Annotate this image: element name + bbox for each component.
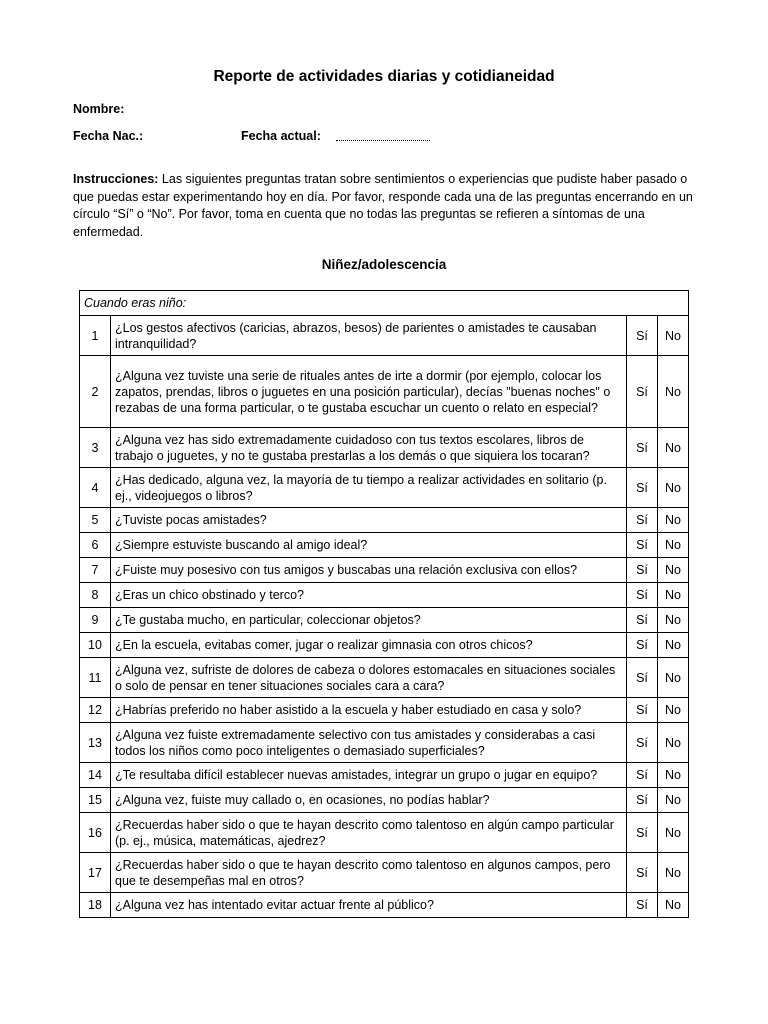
answer-no[interactable]: No xyxy=(658,893,689,918)
question-row xyxy=(80,853,689,893)
answer-no[interactable]: No xyxy=(658,583,689,608)
answer-yes[interactable]: Sí xyxy=(627,583,658,608)
question-text: ¿En la escuela, evitabas comer, jugar o realizar gimnasia con otros chicos? xyxy=(111,633,627,658)
answer-yes[interactable]: Sí xyxy=(627,853,658,893)
question-text: ¿Alguna vez has intentado evitar actuar frente al público? xyxy=(111,893,627,918)
question-row xyxy=(80,658,689,698)
question-number: 3 xyxy=(80,428,111,468)
question-text: ¿Tuviste pocas amistades? xyxy=(111,508,627,533)
question-row xyxy=(80,763,689,788)
question-row xyxy=(80,698,689,723)
question-number: 6 xyxy=(80,533,111,558)
fecha-actual-label: Fecha actual: xyxy=(241,129,321,143)
question-row xyxy=(80,428,689,468)
answer-yes[interactable]: Sí xyxy=(627,698,658,723)
question-text: ¿Alguna vez, fuiste muy callado o, en ocasiones, no podías hablar? xyxy=(111,788,627,813)
question-number: 12 xyxy=(80,698,111,723)
question-number: 10 xyxy=(80,633,111,658)
instructions-text: Las siguientes preguntas tratan sobre sentimientos o experiencias que pudiste haber pasado o que puedas estar experimentando hoy en día. Por favor, responde cada una de las preguntas encerrando en un círculo “Sí” o “No”. Por favor, toma en cuenta que no todas las preguntas se refieren a síntomas de una enfermedad. xyxy=(73,172,693,239)
answer-no[interactable]: No xyxy=(658,698,689,723)
answer-no[interactable]: No xyxy=(658,356,689,428)
answer-no[interactable]: No xyxy=(658,788,689,813)
question-number: 17 xyxy=(80,853,111,893)
answer-no[interactable]: No xyxy=(658,428,689,468)
answer-yes[interactable]: Sí xyxy=(627,316,658,356)
answer-yes[interactable]: Sí xyxy=(627,813,658,853)
instructions-paragraph xyxy=(73,171,693,241)
question-text: ¿Habrías preferido no haber asistido a la escuela y haber estudiado en casa y solo? xyxy=(111,698,627,723)
answer-no[interactable]: No xyxy=(658,813,689,853)
fecha-actual-blank-line[interactable] xyxy=(336,132,430,141)
question-text: ¿Eras un chico obstinado y terco? xyxy=(111,583,627,608)
question-text: ¿Alguna vez, sufriste de dolores de cabeza o dolores estomacales en situaciones sociales o solo de pensar en tener situaciones sociales cara a cara? xyxy=(111,658,627,698)
question-text: ¿Te gustaba mucho, en particular, coleccionar objetos? xyxy=(111,608,627,633)
answer-yes[interactable]: Sí xyxy=(627,428,658,468)
question-number: 18 xyxy=(80,893,111,918)
question-number: 4 xyxy=(80,468,111,508)
answer-no[interactable]: No xyxy=(658,763,689,788)
answer-no[interactable]: No xyxy=(658,853,689,893)
section-title: Niñez/adolescencia xyxy=(321,257,447,272)
answer-yes[interactable]: Sí xyxy=(627,893,658,918)
question-row xyxy=(80,468,689,508)
question-number: 2 xyxy=(80,356,111,428)
question-number: 16 xyxy=(80,813,111,853)
question-text: ¿Los gestos afectivos (caricias, abrazos, besos) de parientes o amistades te causaban intranquilidad? xyxy=(111,316,627,356)
answer-no[interactable]: No xyxy=(658,658,689,698)
question-row xyxy=(80,723,689,763)
instructions-label: Instrucciones: xyxy=(73,172,159,186)
answer-yes[interactable]: Sí xyxy=(627,356,658,428)
question-number: 9 xyxy=(80,608,111,633)
question-number: 15 xyxy=(80,788,111,813)
question-row xyxy=(80,788,689,813)
answer-yes[interactable]: Sí xyxy=(627,533,658,558)
answer-yes[interactable]: Sí xyxy=(627,763,658,788)
question-text: ¿Te resultaba difícil establecer nuevas amistades, integrar un grupo o jugar en equipo? xyxy=(111,763,627,788)
question-number: 5 xyxy=(80,508,111,533)
questionnaire-table xyxy=(79,290,689,918)
answer-yes[interactable]: Sí xyxy=(627,468,658,508)
answer-yes[interactable]: Sí xyxy=(627,558,658,583)
answer-no[interactable]: No xyxy=(658,558,689,583)
answer-no[interactable]: No xyxy=(658,508,689,533)
question-text: ¿Alguna vez fuiste extremadamente selectivo con tus amistades y considerabas a casi todos los niños como poco inteligentes o demasiado superficiales? xyxy=(111,723,627,763)
question-text: ¿Alguna vez has sido extremadamente cuidadoso con tus textos escolares, libros de trabajo o juguetes, y no te gustaba prestarlas a los demás o que siquiera los tocaran? xyxy=(111,428,627,468)
question-number: 11 xyxy=(80,658,111,698)
question-number: 1 xyxy=(80,316,111,356)
question-row xyxy=(80,356,689,428)
question-text: ¿Has dedicado, alguna vez, la mayoría de tu tiempo a realizar actividades en solitario (p. ej., videojuegos o libros? xyxy=(111,468,627,508)
table-header-row xyxy=(80,291,689,316)
question-number: 7 xyxy=(80,558,111,583)
question-text: ¿Fuiste muy posesivo con tus amigos y buscabas una relación exclusiva con ellos? xyxy=(111,558,627,583)
question-row xyxy=(80,583,689,608)
answer-no[interactable]: No xyxy=(658,468,689,508)
fecha-nac-label: Fecha Nac.: xyxy=(73,129,144,143)
question-row xyxy=(80,893,689,918)
question-row xyxy=(80,508,689,533)
question-row xyxy=(80,316,689,356)
nombre-label: Nombre: xyxy=(73,102,125,116)
question-row xyxy=(80,608,689,633)
question-text: ¿Recuerdas haber sido o que te hayan descrito como talentoso en algún campo particular (p. ej., música, matemáticas, ajedrez? xyxy=(111,813,627,853)
question-row xyxy=(80,633,689,658)
question-row xyxy=(80,533,689,558)
answer-yes[interactable]: Sí xyxy=(627,788,658,813)
question-number: 13 xyxy=(80,723,111,763)
question-text: ¿Siempre estuviste buscando al amigo ideal? xyxy=(111,533,627,558)
question-number: 8 xyxy=(80,583,111,608)
answer-yes[interactable]: Sí xyxy=(627,608,658,633)
question-row xyxy=(80,558,689,583)
answer-yes[interactable]: Sí xyxy=(627,633,658,658)
question-number: 14 xyxy=(80,763,111,788)
answer-no[interactable]: No xyxy=(658,633,689,658)
question-text: ¿Alguna vez tuviste una serie de rituales antes de irte a dormir (por ejemplo, colocar los zapatos, prendas, libros o juguetes en una posición particular), decías "buenas noches" o rezabas de una forma particular, o te gustaba escuchar un cuento o relato en especial? xyxy=(111,356,627,428)
answer-yes[interactable]: Sí xyxy=(627,658,658,698)
table-header: Cuando eras niño: xyxy=(80,291,689,316)
answer-yes[interactable]: Sí xyxy=(627,723,658,763)
answer-no[interactable]: No xyxy=(658,608,689,633)
answer-no[interactable]: No xyxy=(658,316,689,356)
answer-yes[interactable]: Sí xyxy=(627,508,658,533)
question-text: ¿Recuerdas haber sido o que te hayan descrito como talentoso en algunos campos, pero que te desempeñas mal en otros? xyxy=(111,853,627,893)
answer-no[interactable]: No xyxy=(658,533,689,558)
document-title: Reporte de actividades diarias y cotidianeidad xyxy=(213,68,555,85)
answer-no[interactable]: No xyxy=(658,723,689,763)
question-row xyxy=(80,813,689,853)
